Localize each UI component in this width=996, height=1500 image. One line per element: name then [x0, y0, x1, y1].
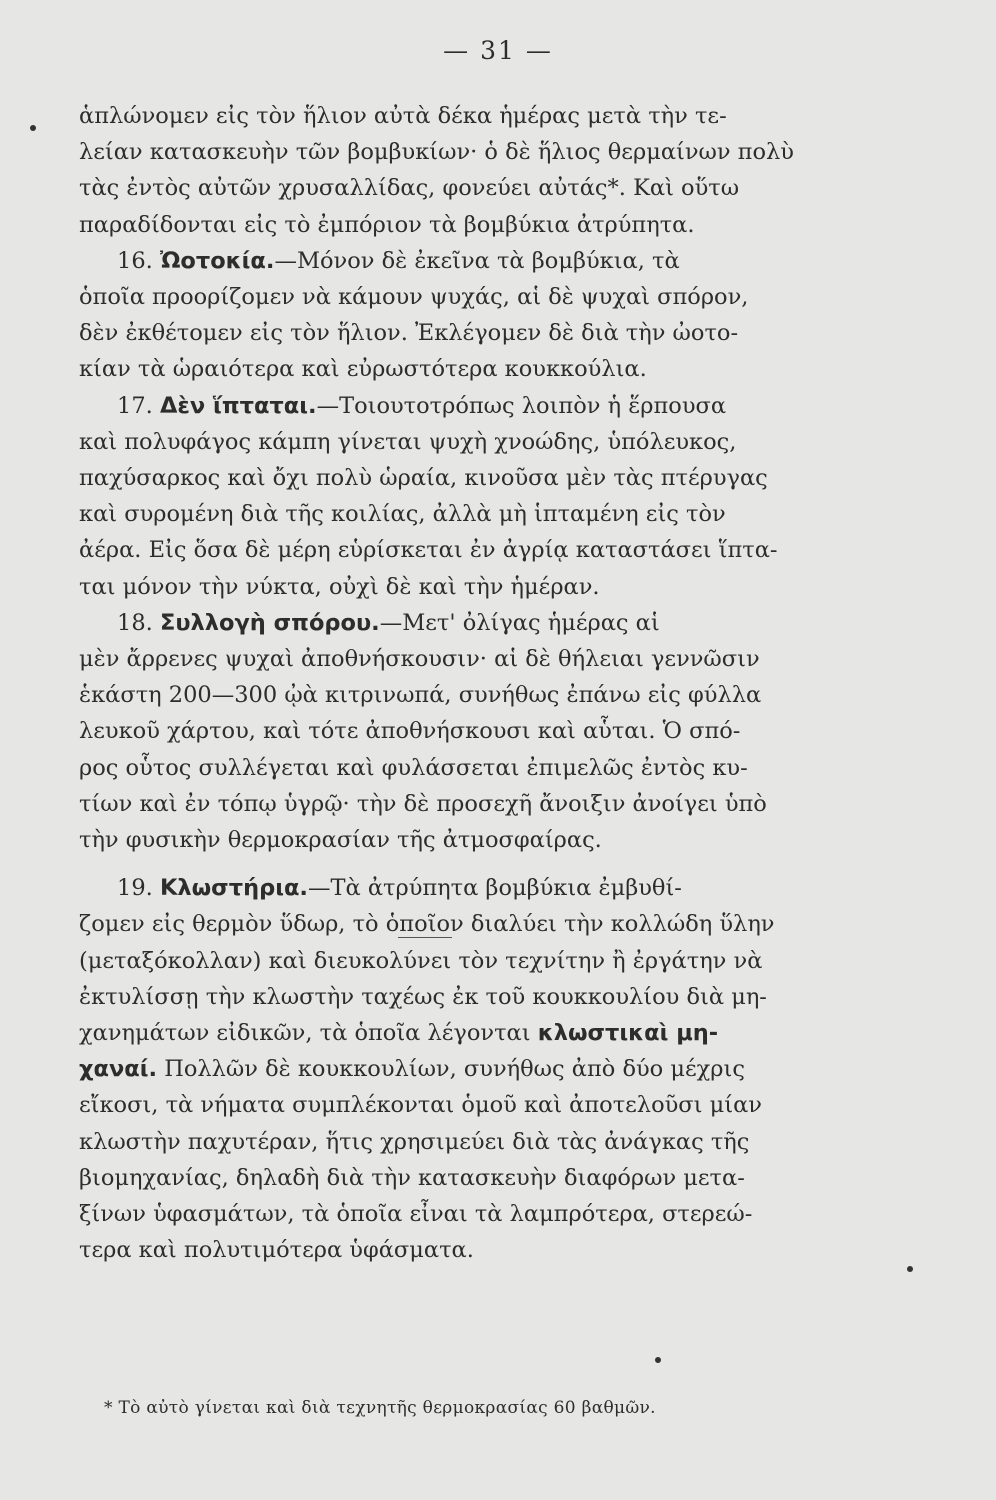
- section-number: 16.: [117, 247, 153, 274]
- text-line: ὁποῖα προορίζομεν νὰ κάμουν ψυχάς, αἱ δὲ ψυχαὶ σπόρον,: [79, 284, 749, 311]
- text-line: —Μετ' ὀλίγας ἡμέρας αἱ: [379, 609, 660, 636]
- text-line: κλωστὴν παχυτέραν, ἥτις χρησιμεύει διὰ τὰς ἀνάγκας τῆς: [79, 1128, 750, 1155]
- section-number: 18.: [117, 609, 153, 636]
- footnote: * Τὸ αὐτὸ γίνεται καὶ διὰ τεχνητῆς θερμοκρασίας 60 βαθμῶν.: [104, 1398, 656, 1418]
- text-line: ρος οὗτος συλλέγεται καὶ φυλάσσεται ἐπιμελῶς ἐντὸς κυ-: [79, 754, 748, 781]
- text-line: τὴν φυσικὴν θερμοκρασίαν τῆς ἀτμοσφαίρας.: [79, 827, 602, 854]
- text-line: (μεταξόκολλαν) καὶ διευκολύνει τὸν τεχνίτην ἢ ἐργάτην νὰ: [79, 947, 763, 974]
- section-heading: Κλωστήρια.: [159, 875, 308, 902]
- text-line: —Τοιουτοτρόπως λοιπὸν ἡ ἕρπουσα: [316, 392, 727, 419]
- page-number: — 31 —: [443, 36, 553, 65]
- bold-term: χαναί.: [79, 1056, 158, 1083]
- ink-speck: [30, 125, 36, 131]
- text-line: ἐκτυλίσσῃ τὴν κλωστὴν ταχέως ἐκ τοῦ κουκκουλίου διὰ μη-: [79, 983, 767, 1010]
- section-18-first-line: [79, 605, 839, 641]
- text-line: ξίνων ὑφασμάτων, τὰ ὁποῖα εἶναι τὰ λαμπρότερα, στερεώ-: [79, 1201, 753, 1228]
- bold-term: κλωστικαὶ μη-: [537, 1020, 719, 1047]
- text-line: παραδίδονται εἰς τὸ ἐμπόριον τὰ βομβύκια ἀτρύπητα.: [79, 211, 695, 238]
- text-line: καὶ πολυφάγος κάμπη γίνεται ψυχὴ χνοώδης, ὑπόλευκος,: [79, 428, 737, 455]
- text-line: τερα καὶ πολυτιμότερα ὑφάσματα.: [79, 1237, 474, 1264]
- section-16-first-line: [79, 243, 839, 279]
- text-line: τὰς ἐντὸς αὐτῶν χρυσαλλίδας, φονεύει αὐτάς*. Καὶ οὕτω: [79, 175, 740, 202]
- text-line: εἴκοσι, τὰ νήματα συμπλέκονται ὁμοῦ καὶ ἀποτελοῦσι μίαν: [79, 1092, 762, 1119]
- text-line: βιομηχανίας, δηλαδὴ διὰ τὴν κατασκευὴν διαφόρων μετα-: [79, 1164, 745, 1191]
- text-line: δὲν ἐκθέτομεν εἰς τὸν ἥλιον. Ἐκλέγομεν δὲ διὰ τὴν ὠοτο-: [79, 320, 739, 347]
- section-heading: Δὲν ἵπταται.: [159, 392, 317, 419]
- text-line: χαναί. Πολλῶν δὲ κουκκουλίων, συνήθως ἀπὸ δύο μέχρις: [79, 1056, 745, 1083]
- text-line: παχύσαρκος καὶ ὄχι πολὺ ὡραία, κινοῦσα μὲν τὰς πτέρυγας: [79, 465, 768, 492]
- text-line: κίαν τὰ ὡραιότερα καὶ εὐρωστότερα κουκκούλια.: [79, 356, 647, 383]
- text-line: λείαν κατασκευὴν τῶν βομβυκίων· ὁ δὲ ἥλιος θερμαίνων πολὺ: [79, 139, 794, 166]
- text-line: μὲν ἄρρενες ψυχαὶ ἀποθνήσκουσιν· αἱ δὲ θήλειαι γεννῶσιν: [79, 646, 760, 673]
- section-number: 19.: [117, 875, 153, 902]
- section-heading: Συλλογὴ σπόρου.: [159, 609, 380, 636]
- text-line: ζομεν εἰς θερμὸν ὕδωρ, τὸ ὁποῖον διαλύει τὴν κολλώδη ὕλην: [79, 911, 775, 938]
- ink-speck: [655, 1357, 661, 1363]
- text-line: ται μόνον τὴν νύκτα, οὐχὶ δὲ καὶ τὴν ἡμέραν.: [79, 573, 600, 600]
- text-line: καὶ συρομένη διὰ τῆς κοιλίας, ἀλλὰ μὴ ἱπταμένη εἰς τὸν: [79, 501, 726, 528]
- section-heading: Ὠοτοκία.: [159, 247, 275, 274]
- text-line: λευκοῦ χάρτου, καὶ τότε ἀποθνήσκουσι καὶ αὗται. Ὁ σπό-: [79, 718, 741, 745]
- text-line: ἀέρα. Εἰς ὅσα δὲ μέρη εὑρίσκεται ἐν ἀγρίᾳ καταστάσει ἵπτα-: [79, 537, 778, 564]
- text-line: ἑκάστη 200—300 ᾠὰ κιτρινωπά, συνήθως ἐπάνω εἰς φύλλα: [79, 682, 762, 709]
- text-line: χανημάτων εἰδικῶν, τὰ ὁποῖα λέγονται κλωστικαὶ μη-: [79, 1020, 719, 1047]
- text-line: ἁπλώνομεν εἰς τὸν ἥλιον αὐτὰ δέκα ἡμέρας μετὰ τὴν τε-: [79, 103, 727, 129]
- text-line: —Τὰ ἀτρύπητα βομβύκια ἐμβυθί-: [307, 875, 682, 902]
- text-line: τίων καὶ ἐν τόπῳ ὑγρῷ· τὴν δὲ προσεχῆ ἄνοιξιν ἀνοίγει ὑπὸ: [79, 790, 767, 817]
- ink-speck: [907, 1266, 913, 1272]
- text-line: —Μόνον δὲ ἐκεῖνα τὰ βομβύκια, τὰ: [274, 247, 680, 274]
- section-number: 17.: [117, 392, 153, 419]
- body-text: [79, 98, 839, 1269]
- section-divider: [398, 937, 452, 938]
- section-19-first-line: [79, 870, 839, 906]
- section-17-first-line: [79, 388, 839, 424]
